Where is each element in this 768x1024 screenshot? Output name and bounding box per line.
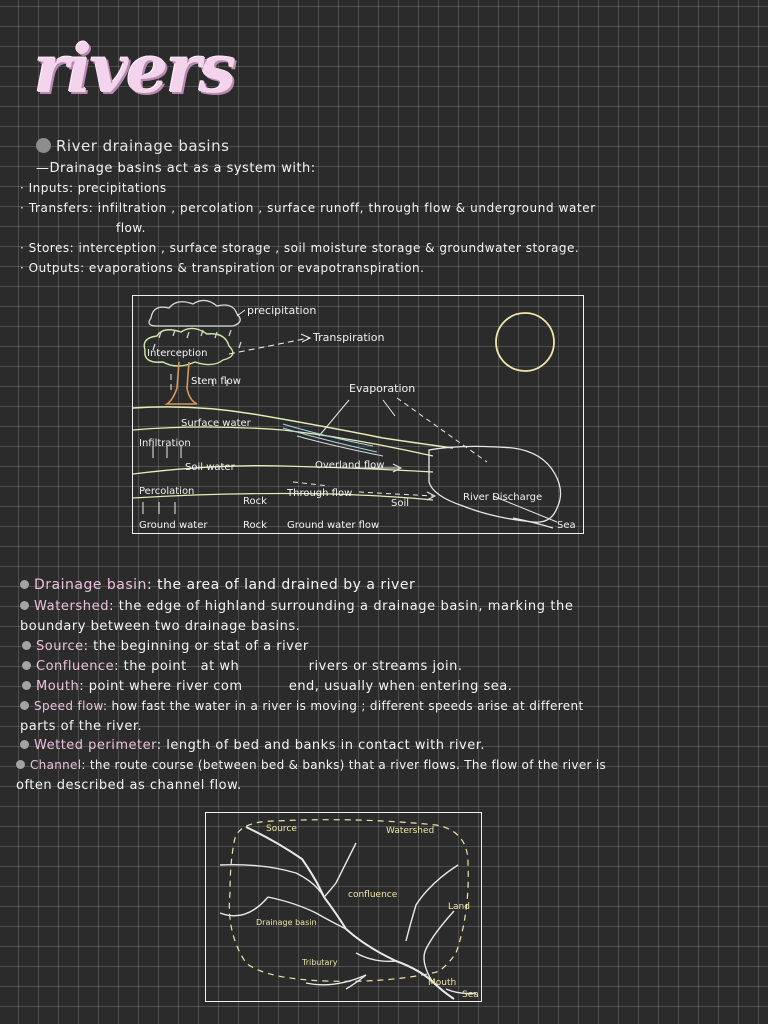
def-watershed-cont: boundary between two drainage basins. <box>20 619 301 634</box>
rain-icon <box>153 330 241 350</box>
label-percolation: Percolation <box>139 486 195 497</box>
bullet-dot <box>20 580 29 589</box>
label-sea: Sea <box>462 990 479 1000</box>
label-confluence: confluence <box>348 890 398 900</box>
system-intro: —Drainage basins act as a system with: <box>36 161 316 176</box>
bullet-dot <box>22 661 31 670</box>
section-heading-drainage-basins: River drainage basins <box>36 137 229 155</box>
stores-line: · Stores: interception , surface storage , soil moisture storage & groundwater storage. <box>20 241 580 255</box>
def-watershed: Watershed: the edge of highland surrounding a drainage basin, marking the <box>20 599 573 614</box>
bullet-dot <box>20 601 29 610</box>
river-discharge-shape <box>429 446 561 522</box>
label-rock-2: Rock <box>243 520 267 531</box>
label-transpiration: Transpiration <box>313 331 385 344</box>
cloud-icon <box>149 300 240 326</box>
drainage-basin-drawing <box>206 813 481 1001</box>
label-mouth: Mouth <box>428 978 457 988</box>
transfers-line: · Transfers: infiltration , percolation , surface runoff, through flow & underground water <box>20 201 596 215</box>
def-mouth: Mouth: point where river com end, usually when entering sea. <box>22 679 512 694</box>
outputs-line: · Outputs: evaporations & transpiration or evapotranspiration. <box>20 261 425 275</box>
def-confluence: Confluence: the point at wh rivers or streams join. <box>22 659 463 674</box>
def-source: Source: the beginning or stat of a river <box>22 639 309 654</box>
drainage-system-diagram <box>132 295 584 534</box>
label-ground-water: Ground water <box>139 520 208 531</box>
main-river <box>246 827 457 999</box>
label-evaporation: Evaporation <box>349 382 416 395</box>
label-drainage-basin: Drainage basin <box>256 918 317 927</box>
label-interception: Interception <box>147 348 208 359</box>
label-overland-flow: Overland flow <box>315 460 385 471</box>
label-soil: Soil <box>391 498 410 509</box>
label-rock-1: Rock <box>243 496 267 507</box>
def-wetted-perimeter: Wetted perimeter: length of bed and banks in contact with river. <box>20 738 485 753</box>
bullet-dot <box>22 641 31 650</box>
label-ground-water-flow: Ground water flow <box>287 520 380 531</box>
drainage-system-drawing <box>133 296 583 533</box>
label-source: Source <box>266 824 297 834</box>
label-through-flow: Through flow <box>287 488 353 499</box>
def-channel: Channel: the route course (between bed & banks) that a river flows. The flow of the river is <box>16 758 606 772</box>
bullet-dot <box>20 740 29 749</box>
label-land: Land <box>448 902 470 912</box>
label-surface-water: Surface water <box>181 418 251 429</box>
label-watershed: Watershed <box>386 826 435 836</box>
sun-icon <box>496 313 554 371</box>
label-soil-water: Soil water <box>185 462 235 473</box>
label-stem-flow: Stem flow <box>191 376 241 387</box>
label-precipitation: precipitation <box>247 304 317 317</box>
bullet-dot <box>36 138 51 153</box>
inputs-line: · Inputs: precipitations <box>20 181 167 195</box>
def-channel-cont: often described as channel flow. <box>16 778 242 793</box>
transfers-line-cont: flow. <box>116 221 146 235</box>
label-sea: Sea <box>557 520 576 531</box>
drainage-basin-diagram <box>205 812 482 1002</box>
label-river-discharge: River Discharge <box>463 492 543 503</box>
def-speed-flow: Speed flow: how fast the water in a river is moving ; different speeds arise at different <box>20 699 584 713</box>
page-title: rivers <box>34 30 235 108</box>
label-tributary: Tributary <box>302 958 338 967</box>
def-speed-flow-cont: parts of the river. <box>20 719 143 734</box>
bullet-dot <box>22 681 31 690</box>
bullet-dot <box>20 701 29 710</box>
label-infiltration: Infiltration <box>139 438 191 449</box>
def-drainage-basin: Drainage basin: the area of land drained by a river <box>20 577 415 593</box>
bullet-dot <box>16 760 25 769</box>
